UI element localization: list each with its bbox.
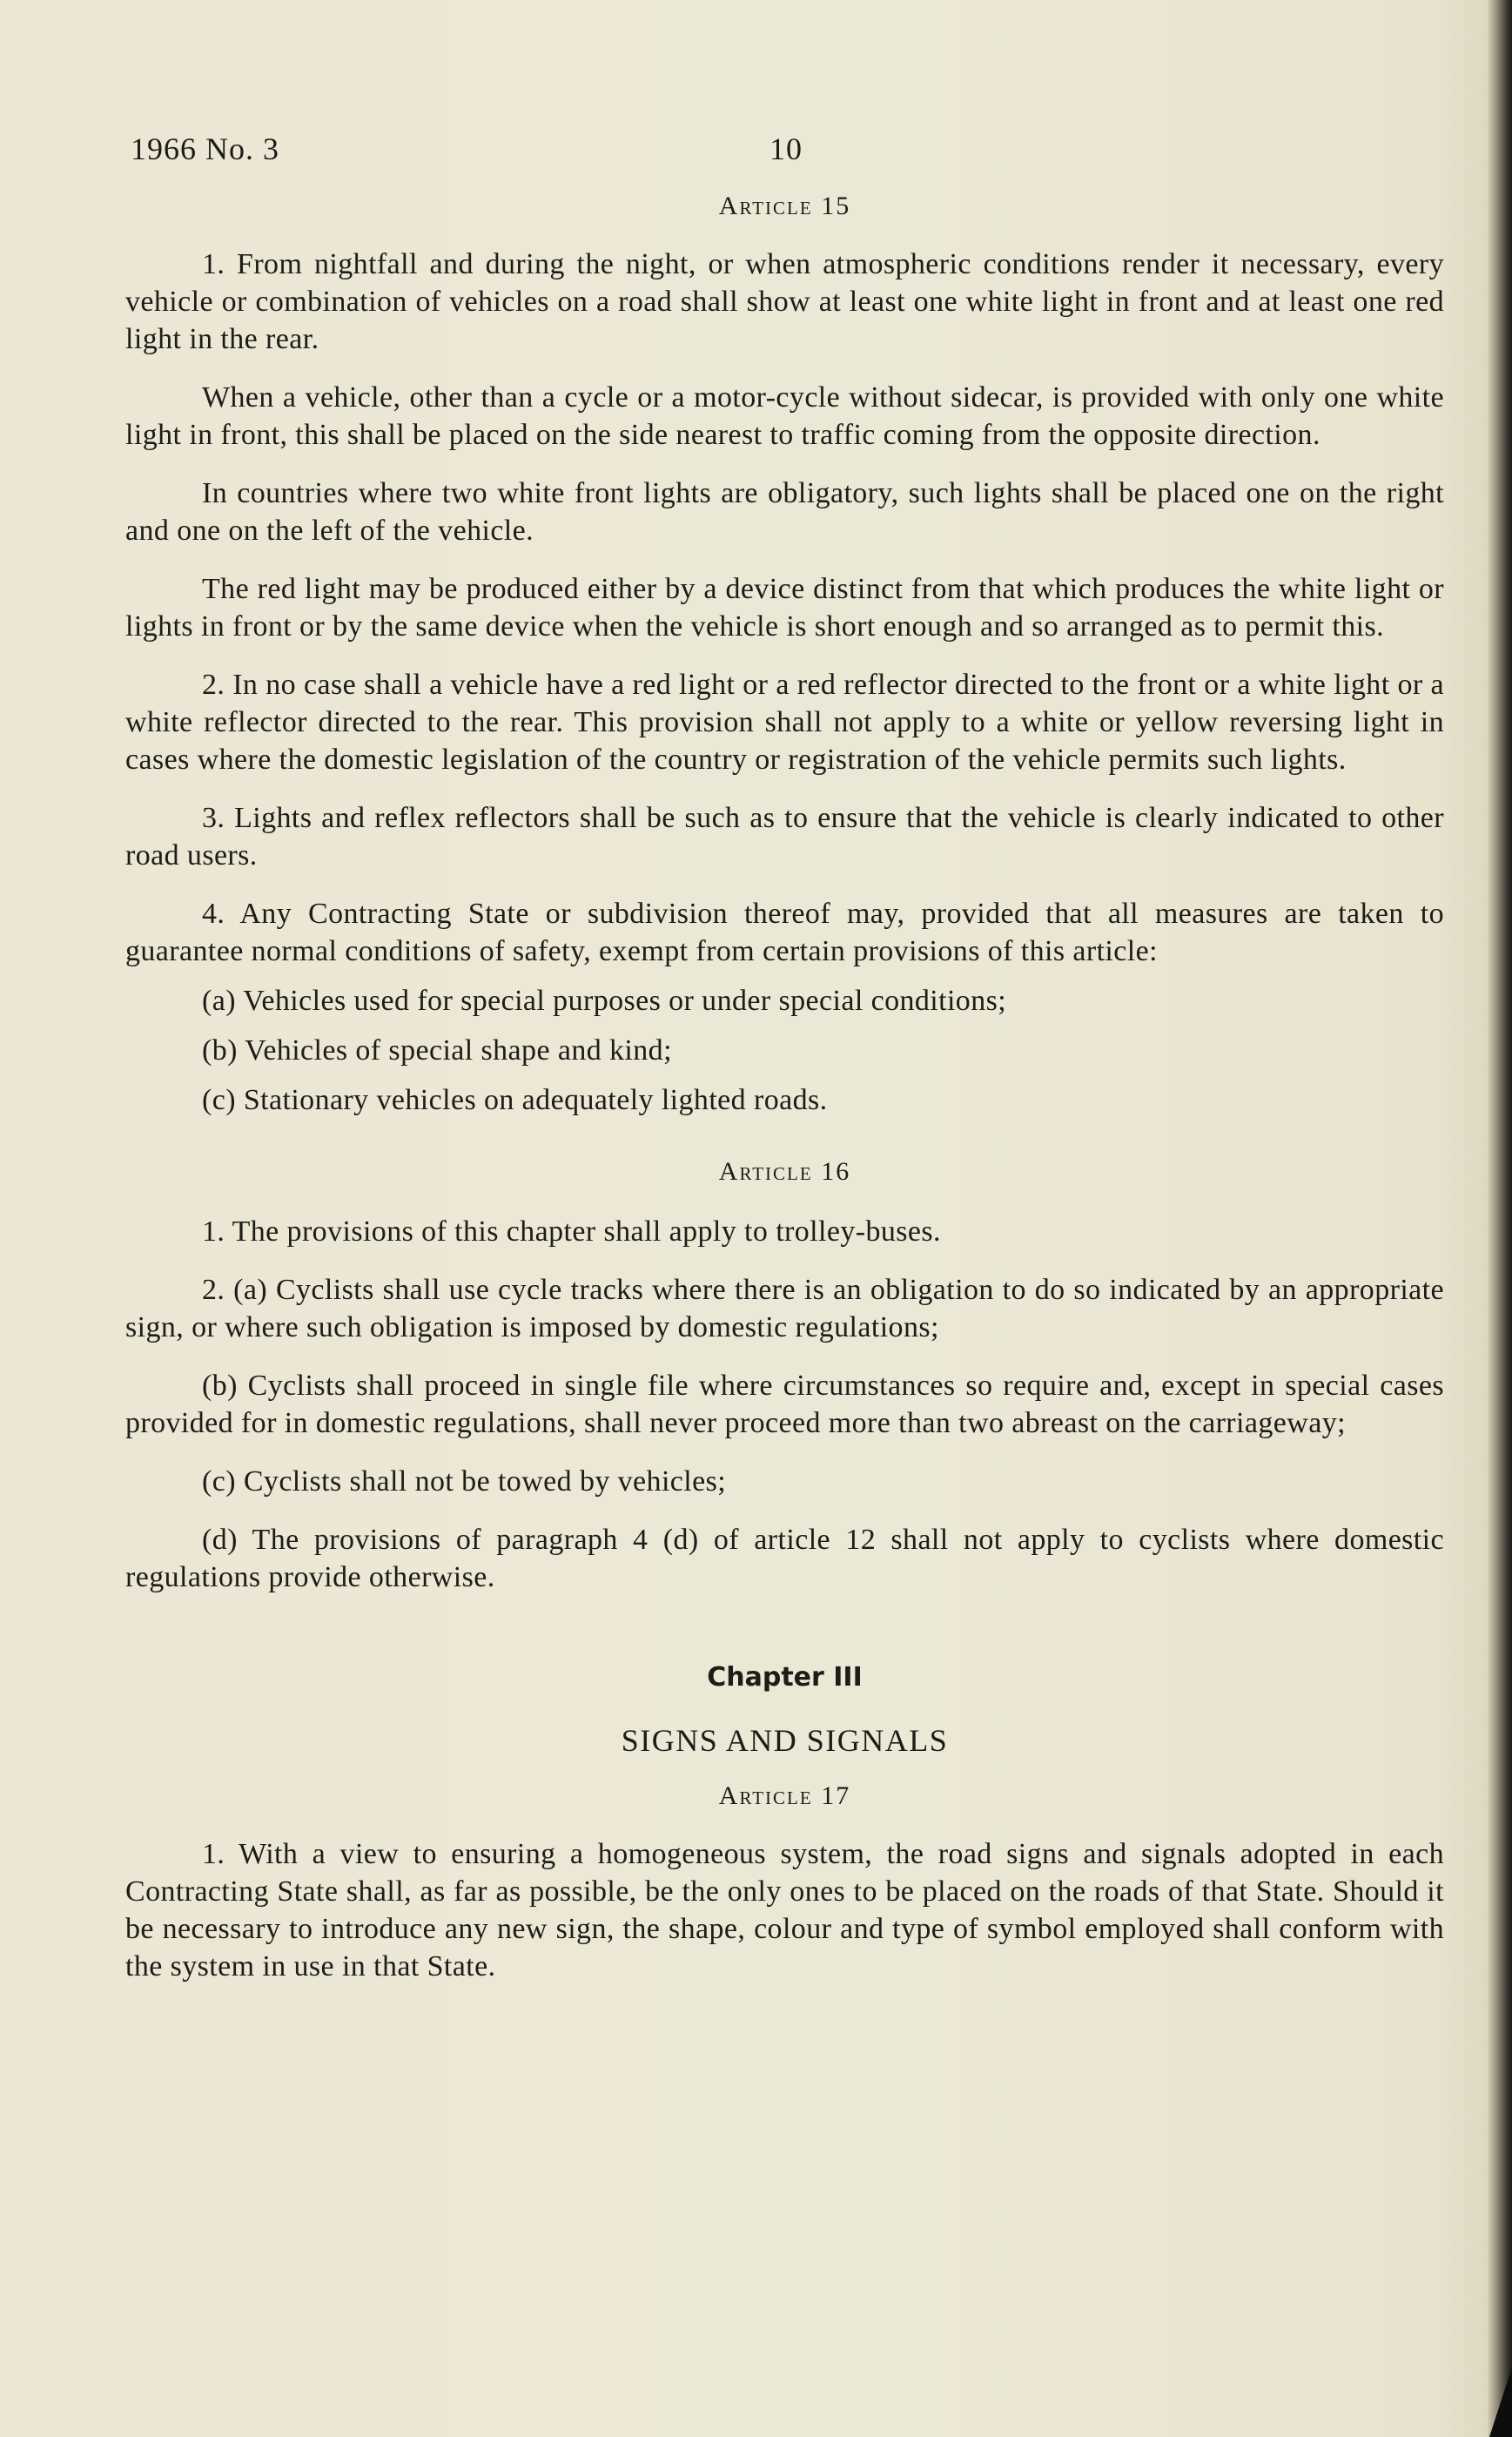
page-number: 10: [769, 131, 803, 166]
article-15-paragraph: 3. Lights and reflex reflectors shall be such as to ensure that the vehicle is clearly indicated to other road users.: [125, 802, 1444, 872]
article-16-paragraph: (b) Cyclists shall proceed in single file where circumstances so require and, except in special cases provided for in domestic regulations, shall never proceed more than two abreast on the carriageway;: [125, 1370, 1444, 1439]
document-reference: 1966 No. 3: [131, 131, 279, 166]
book-spine-shadow: [1488, 0, 1512, 2437]
running-header: [125, 131, 1444, 183]
article-15-heading: Article 15: [718, 192, 851, 220]
article-16-paragraph: (d) The provisions of paragraph 4 (d) of article 12 shall not apply to cyclists where domestic regulations provide otherwise.: [125, 1524, 1444, 1593]
article-15-paragraph: In countries where two white front lights are obligatory, such lights shall be placed one on the right and one on the left of the vehicle.: [125, 477, 1444, 547]
page-content: [125, 131, 1444, 2006]
article-17-heading: Article 17: [718, 1781, 851, 1810]
article-15-list-item: (b) Vehicles of special shape and kind;: [202, 1034, 672, 1067]
article-15-paragraph: 1. From nightfall and during the night, or when atmospheric conditions render it necessary, every vehicle or combination of vehicles on a road shall show at least one white light in front and at least one red light in the rear.: [125, 248, 1444, 355]
article-15-paragraph: When a vehicle, other than a cycle or a motor-cycle without sidecar, is provided with only one white light in front, this shall be placed on the side nearest to traffic coming from the opposite direction.: [125, 381, 1444, 451]
article-16-paragraph: (c) Cyclists shall not be towed by vehicles;: [202, 1465, 727, 1498]
chapter-label: Chapter III: [707, 1662, 863, 1693]
chapter-title: SIGNS AND SIGNALS: [621, 1723, 949, 1758]
article-16-paragraph: 2. (a) Cyclists shall use cycle tracks where there is an obligation to do so indicated by an appropriate sign, or where such obligation is imposed by domestic regulations;: [125, 1274, 1444, 1343]
article-15-paragraph: 2. In no case shall a vehicle have a red light or a red reflector directed to the front or a white light or a white reflector directed to the rear. This provision shall not apply to a white or yellow reversing light in cases where the domestic legislation of the country or registration of the vehicle permits such lights.: [125, 669, 1444, 776]
article-15-list-item: (c) Stationary vehicles on adequately lighted roads.: [202, 1084, 828, 1116]
article-16-paragraph: 1. The provisions of this chapter shall apply to trolley-buses.: [202, 1215, 941, 1248]
article-16-heading: Article 16: [718, 1157, 851, 1186]
article-15-paragraph: The red light may be produced either by a device distinct from that which produces the white light or lights in front or by the same device when the vehicle is short enough and so arranged as to permit this.: [125, 573, 1444, 643]
article-17-paragraph: 1. With a view to ensuring a homogeneous system, the road signs and signals adopted in each Contracting State shall, as far as possible, be the only ones to be placed on the roads of that State. Should it be necessary to introduce any new sign, the shape, colour and type of symbol employed shall conform with the system in use in that State.: [125, 1838, 1444, 1983]
article-15-list-item: (a) Vehicles used for special purposes or under special conditions;: [202, 985, 1007, 1017]
article-15-paragraph: 4. Any Contracting State or subdivision thereof may, provided that all measures are taken to guarantee normal conditions of safety, exempt from certain provisions of this article:: [125, 898, 1444, 967]
page-corner-shadow: [1489, 2367, 1512, 2437]
